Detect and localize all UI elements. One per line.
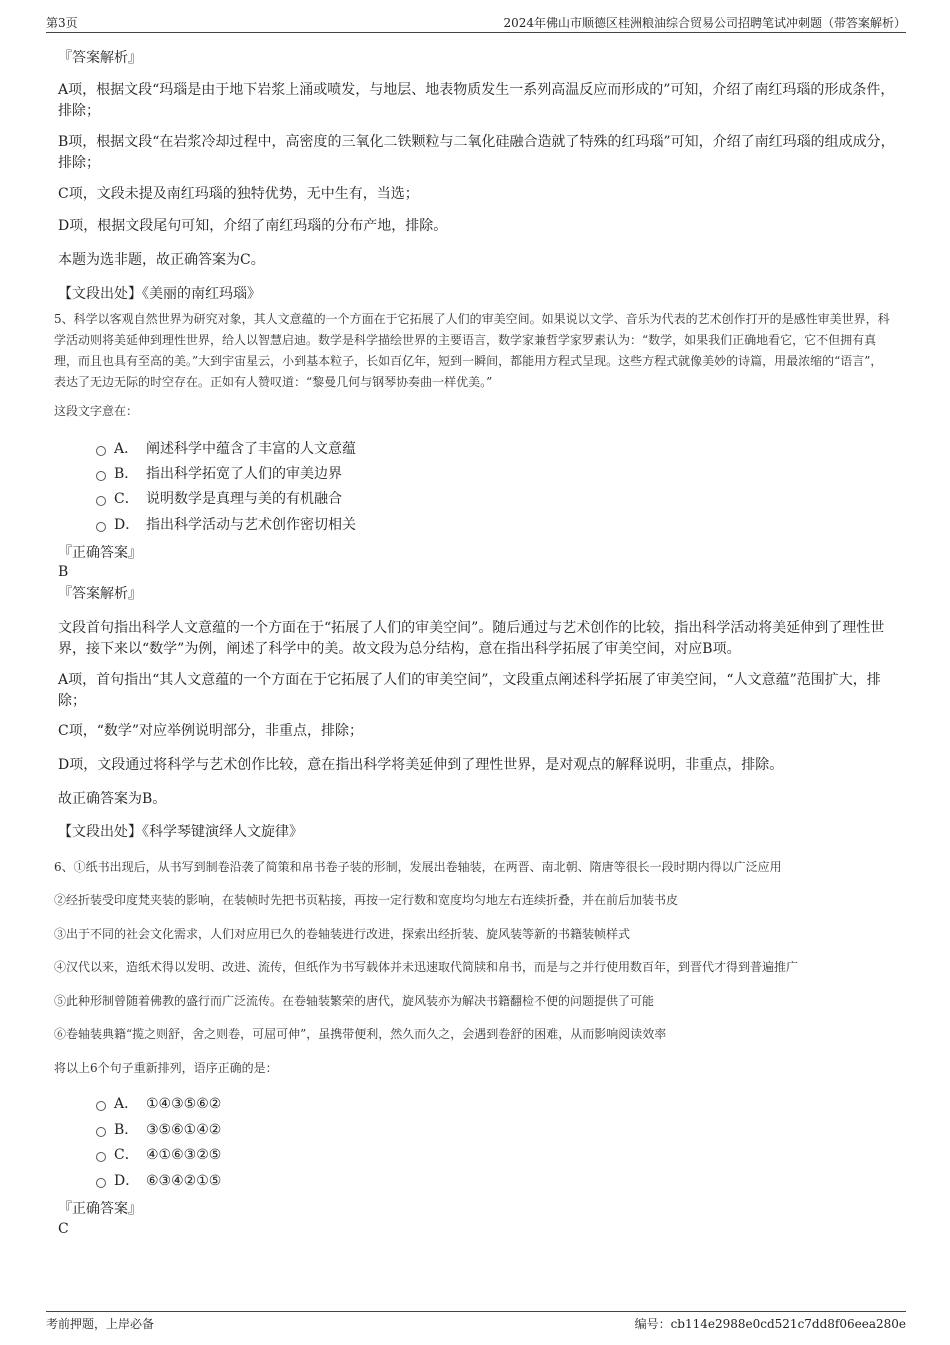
radio-icon[interactable] (96, 522, 106, 532)
q5-option-b[interactable]: B． 指出科学拓宽了人们的审美边界 (96, 464, 342, 484)
question-5-stem: 5、科学以客观自然世界为研究对象，其人文意蕴的一个方面在于它拓展了人们的审美空间。如果说以文学、音乐为代表的艺术创作打开的是感性审美世界，科学活动则将美延伸到理性世界，给人以智慧启迪。数学是科学描绘世界的主要语言，数学家兼哲学家罗素认为：“数学，如果我们正确地看它，它不但拥有真理，而且也具有至高的美。”大到宇宙星云，小到基本粒子，长如百亿年，短到一瞬间，都能用方程式呈现。这些方程式就像美妙的诗篇，用最浓缩的“语言”，表达了无边无际的时空存在。正如有人赞叹道：“黎曼几何与钢琴协奏曲一样优美。” (54, 312, 890, 389)
answer-value: B (58, 564, 69, 580)
q5-option-a[interactable]: A． 阐述科学中蕴含了丰富的人文意蕴 (96, 439, 356, 459)
analysis-d: D项，文段通过将科学与艺术创作比较，意在指出科学将美延伸到了理性世界，是对观点的解释说明，非重点，排除。 (58, 757, 784, 773)
question-6-sentence-3: ③出于不同的社会文化需求，人们对应用已久的卷轴装进行改进，探索出经折装、旋风装等新的书籍装帧样式 (54, 927, 631, 941)
footer-slogan: 考前押题，上岸必备 (46, 1317, 155, 1331)
radio-icon[interactable] (96, 1101, 106, 1111)
page-number: 第3页 (46, 16, 78, 30)
analysis-a: A项，首句指出“其人文意蕴的一个方面在于它拓展了人们的审美空间”，文段重点阐述科学拓展了审美空间，“人文意蕴”范围扩大，排除； (58, 672, 881, 709)
analysis-b: B项，根据文段“在岩浆冷却过程中，高密度的三氧化二铁颗粒与二氧化硅融合造就了特殊的红玛瑙”可知，介绍了南红玛瑙的组成成分，排除； (58, 134, 895, 171)
source-citation: 【文段出处】《科学琴键演绎人文旋律》 (58, 824, 303, 840)
analysis-conclusion: 本题为选非题，故正确答案为C。 (58, 252, 265, 268)
question-6-sentence-4: ④汉代以来，造纸术得以发明、改进、流传，但纸作为书写载体并未迅速取代简牍和帛书，而是与之并行使用数百年，到晋代才得到普遍推广 (54, 960, 799, 974)
q6-option-a[interactable]: A． ①④③⑤⑥② (96, 1094, 221, 1114)
document-title: 2024年佛山市顺德区桂洲粮油综合贸易公司招聘笔试冲刺题（带答案解析） (503, 16, 906, 30)
page-header (46, 12, 906, 33)
source-citation: 【文段出处】《美丽的南红玛瑙》 (58, 286, 261, 302)
q5-option-c[interactable]: C． 说明数学是真理与美的有机融合 (96, 489, 342, 509)
analysis-c: C项，文段未提及南红玛瑙的独特优势，无中生有，当选； (58, 186, 419, 202)
analysis-label: 『答案解析』 (58, 50, 142, 66)
answer-label: 『正确答案』 (58, 545, 142, 561)
radio-icon[interactable] (96, 446, 106, 456)
analysis-c: C项，“数学”对应举例说明部分，非重点，排除； (58, 723, 364, 739)
q5-option-d[interactable]: D． 指出科学活动与艺术创作密切相关 (96, 515, 356, 535)
q6-option-b[interactable]: B． ③⑤⑥①④② (96, 1120, 221, 1140)
question-6-sentence-6: ⑥卷轴装典籍“揽之则舒，舍之则卷，可屈可伸”，虽携带便利，然久而久之，会遇到卷舒的困难，从而影响阅读效率 (54, 1027, 667, 1041)
page-footer (46, 1311, 906, 1334)
answer-label: 『正确答案』 (58, 1201, 142, 1217)
q6-option-d[interactable]: D． ⑥③④②①⑤ (96, 1171, 221, 1191)
analysis-label: 『答案解析』 (58, 586, 142, 602)
radio-icon[interactable] (96, 1127, 106, 1137)
analysis-a: A项，根据文段“玛瑙是由于地下岩浆上涌或喷发，与地层、地表物质发生一系列高温反应而形成的”可知，介绍了南红玛瑙的形成条件，排除； (58, 82, 895, 119)
q6-option-c[interactable]: C． ④①⑥③②⑤ (96, 1145, 221, 1165)
question-6-sentence-1: 6、①纸书出现后，从书写到制卷沿袭了简策和帛书卷子装的形制，发展出卷轴装，在两晋、南北朝、隋唐等很长一段时期内得以广泛应用 (54, 860, 782, 874)
document-id: 编号：cb114e2988e0cd521c7dd8f06eea280e (634, 1317, 906, 1331)
analysis-conclusion: 故正确答案为B。 (58, 791, 167, 807)
question-6-sentence-5: ⑤此种形制曾随着佛教的盛行而广泛流传。在卷轴装繁荣的唐代，旋风装亦为解决书籍翻检不便的问题提供了可能 (54, 994, 655, 1008)
radio-icon[interactable] (96, 496, 106, 506)
analysis-intro: 文段首句指出科学人文意蕴的一个方面在于“拓展了人们的审美空间”。随后通过与艺术创作的比较，指出科学活动将美延伸到了理性世界，接下来以“数学”为例，阐述了科学中的美。故文段为总分结构，意在指出科学拓展了审美空间，对应B项。 (58, 620, 885, 657)
answer-value: C (58, 1221, 69, 1237)
radio-icon[interactable] (96, 1178, 106, 1188)
analysis-d: D项，根据文段尾句可知，介绍了南红玛瑙的分布产地，排除。 (58, 218, 448, 234)
radio-icon[interactable] (96, 471, 106, 481)
question-5-prompt: 这段文字意在： (54, 404, 139, 418)
radio-icon[interactable] (96, 1152, 106, 1162)
question-6-sentence-2: ②经折装受印度梵夹装的影响，在装帧时先把书页粘接，再按一定行数和宽度均匀地左右连续折叠，并在前后加装书皮 (54, 893, 679, 907)
question-6-prompt: 将以上6个句子重新排列，语序正确的是： (54, 1061, 278, 1075)
